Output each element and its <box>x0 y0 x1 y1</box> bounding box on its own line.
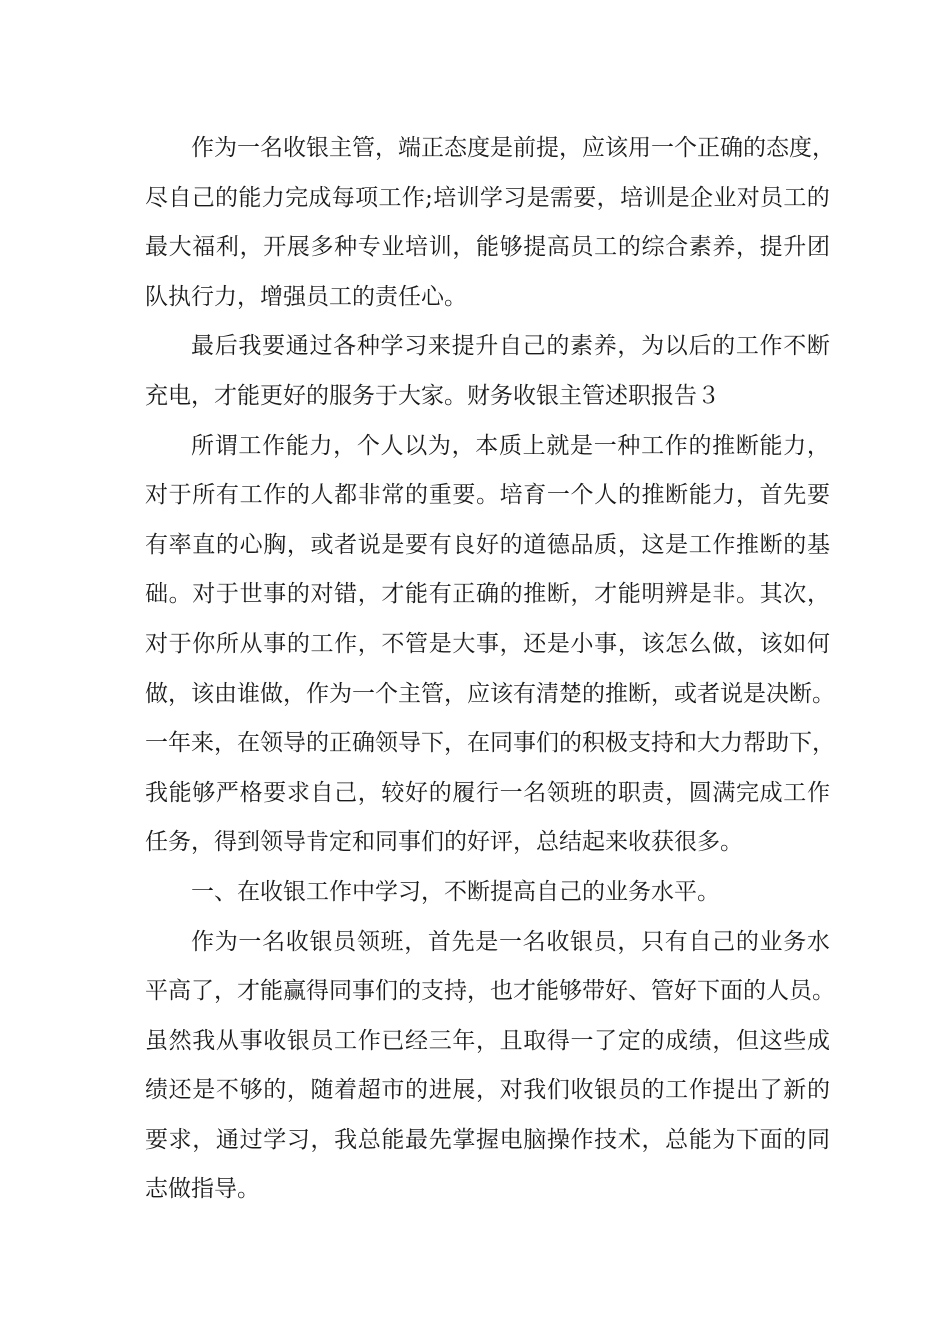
text-line: 做 ， 该 由 谁 做 ， 作 为 一 个 主 管 ， 应 该 有 清 楚 的 推 断 ， 或 者 说 是 决 断 。 <box>145 680 835 707</box>
text-line: 充电，才能更好的服务于大家。财务收银主管述职报告３ <box>145 382 720 409</box>
text-line: 础 。 对 于 世 事 的 对 错 ， 才 能 有 正 确 的 推 断 ， 才 能 明 辨 是 非 。 其 次 ， <box>145 581 830 608</box>
text-line: 最 后 我 要 通 过 各 种 学 习 来 提 升 自 己 的 素 养 ， 为 以 后 的 工 作 不 断 <box>191 333 830 360</box>
text-line: 作 为 一 名 收 银 主 管 ， 端 正 态 度 是 前 提 ， 应 该 用 一 个 正 确 的 态 度 ， <box>191 135 835 161</box>
text-line: 对 于 所 有 工 作 的 人 都 非 常 的 重 要 。 培 育 一 个 人 的 推 断 能 力 ， 首 先 要 <box>145 482 830 509</box>
text-line: 所 谓 工 作 能 力 ， 个 人 以 为 ， 本 质 上 就 是 一 种 工 作 的 推 断 能 力 ， <box>191 432 830 459</box>
text-line: 平 高 了 ， 才 能 赢 得 同 事 们 的 支 持 ， 也 才 能 够 带 好 、 管 好 下 面 的 人 员 。 <box>145 978 835 1005</box>
section-heading: 一、在收银工作中学习，不断提高自己的业务水平。 <box>191 878 720 905</box>
text-line: 对 于 你 所 从 事 的 工 作 ， 不 管 是 大 事 ， 还 是 小 事 ， 该 怎 么 做 ， 该 如 何 <box>145 630 830 657</box>
text-line: 队执行力，增强员工的责任心。 <box>145 283 467 310</box>
text-line: 作 为 一 名 收 银 员 领 班 ， 首 先 是 一 名 收 银 员 ， 只 有 自 己 的 业 务 水 <box>191 928 830 955</box>
text-line: 绩 还 是 不 够 的 ， 随 着 超 市 的 进 展 ， 对 我 们 收 银 员 的 工 作 提 出 了 新 的 <box>145 1077 830 1104</box>
text-line: 最 大 福 利 ， 开 展 多 种 专 业 培 训 ， 能 够 提 高 员 工 的 综 合 素 养 ， 提 升 团 <box>145 234 830 261</box>
text-line: 任务，得到领导肯定和同事们的好评，总结起来收获很多。 <box>145 829 743 856</box>
text-line: 虽 然 我 从 事 收 银 员 工 作 已 经 三 年 ， 且 取 得 一 了 定 的 成 绩 ， 但 这 些 成 <box>145 1027 830 1054</box>
text-line: 志做指导。 <box>145 1176 260 1203</box>
text-line: 尽 自 己 的 能 力 完 成 每 项 工 作 ; 培 训 学 习 是 需 要 ， 培 训 是 企 业 对 员 工 的 <box>145 184 830 211</box>
text-line: 有 率 直 的 心 胸 ， 或 者 说 是 要 有 良 好 的 道 德 品 质 ， 这 是 工 作 推 断 的 基 <box>145 531 830 558</box>
text-line: 一 年 来 ， 在 领 导 的 正 确 领 导 下 ， 在 同 事 们 的 积 极 支 持 和 大 力 帮 助 下 ， <box>145 730 835 757</box>
text-line: 我 能 够 严 格 要 求 自 己 ， 较 好 的 履 行 一 名 领 班 的 职 责 ， 圆 满 完 成 工 作 <box>145 779 830 806</box>
document-body <box>145 124 835 1215</box>
text-line: 要 求 ， 通 过 学 习 ， 我 总 能 最 先 掌 握 电 脑 操 作 技 术 ， 总 能 为 下 面 的 同 <box>145 1126 830 1153</box>
